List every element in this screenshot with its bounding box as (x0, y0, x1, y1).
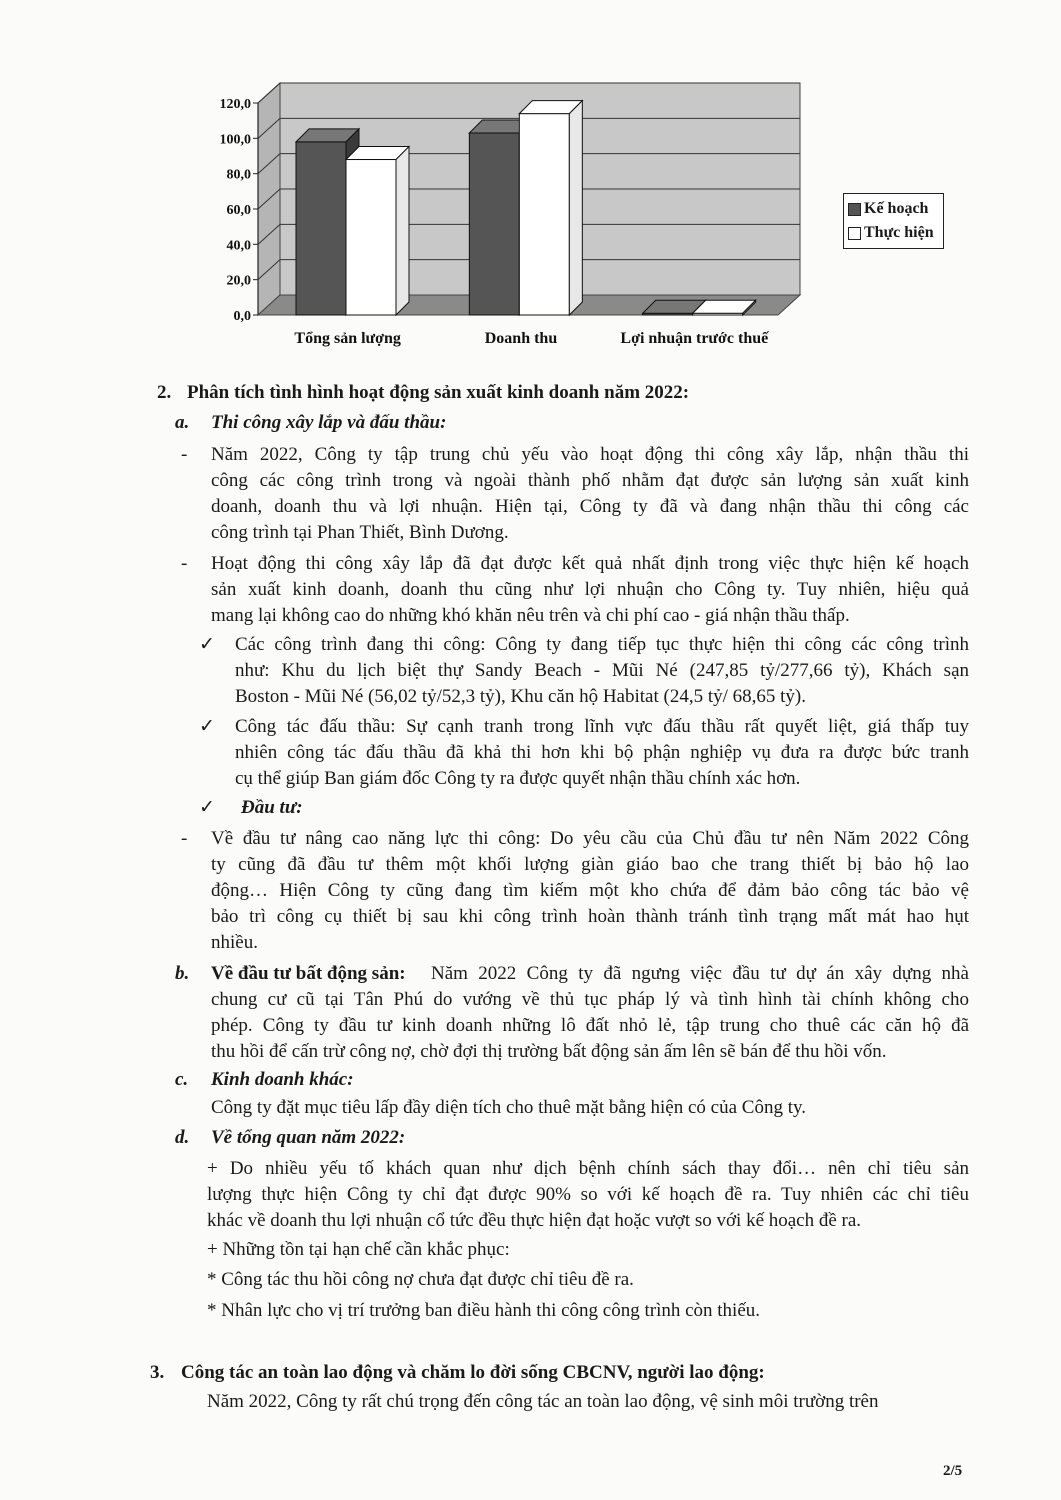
subsection-b-line-4: thu hồi để cấn trừ công nợ, chờ đợi thị trường bất động sản ấm lên sẽ bán để thu hồi vốn. (211, 1041, 887, 1062)
chart-legend (843, 193, 944, 249)
investment-heading: Đầu tư: (241, 797, 303, 818)
subsection-a-heading: Thi công xây lắp và đấu thầu: (211, 412, 447, 433)
bar-actual (519, 114, 569, 315)
subsection-b-line-3: phép. Công ty đầu tư kinh doanh những lô đất nhỏ lẻ, tập trung cho thuê các căn hộ đã (211, 1015, 969, 1036)
bullet-1-line-3: doanh, doanh thu và lợi nhuận. Hiện tại, Công ty đã và đang nhận thầu thi công các (211, 496, 969, 517)
section-2-title: Phân tích tình hình hoạt động sản xuất kinh doanh năm 2022: (187, 382, 690, 403)
bullet-3-line-3: động… Hiện Công ty cũng đang tìm kiếm một kho chứa để đảm bảo công tác bảo vệ (211, 880, 969, 901)
y-tick-label: 100,0 (219, 132, 251, 148)
bullet-1-line-1: Năm 2022, Công ty tập trung chủ yếu vào hoạt động thi công xây lắp, nhận thầu thi (211, 444, 969, 465)
bar-plan (469, 133, 519, 315)
check-icon: ✓ (199, 634, 215, 655)
bullet-2-line-3: mang lại không cao do những khó khăn nêu trên và chi phí cao - giá nhận thầu thấp. (211, 605, 850, 626)
bar-actual (346, 160, 396, 315)
bar-chart (0, 0, 1061, 370)
y-tick-label: 60,0 (226, 203, 251, 218)
y-tick-label: 40,0 (226, 238, 251, 254)
check-icon: ✓ (199, 797, 215, 818)
limitation-item-2: * Nhân lực cho vị trí trưởng ban điều hành thi công công trình còn thiếu. (207, 1300, 761, 1321)
y-tick-label: 20,0 (226, 273, 251, 289)
check-icon: ✓ (199, 716, 215, 737)
check-1-line-2: như: Khu du lịch biệt thự Sandy Beach - Mũi Né (247,85 tỷ/277,66 tỷ), Khách sạn (235, 660, 969, 681)
limitation-item-1: * Công tác thu hồi công nợ chưa đạt được chỉ tiêu đề ra. (207, 1269, 634, 1290)
subsection-b-heading: Về đầu tư bất động sản: (211, 963, 406, 984)
bullet-3-line-2: ty cũng đã đầu tư thêm một khối lượng giàn giáo bao che trang thiết bị bảo hộ lao (211, 854, 969, 875)
subsection-c-text: Công ty đặt mục tiêu lấp đầy diện tích cho thuê mặt bằng hiện có của Công ty. (211, 1097, 807, 1118)
legend-item-actual (848, 221, 943, 245)
subsection-d-line-1: + Do nhiều yếu tố khách quan như dịch bệnh chính sách thay đổi… nên chỉ tiêu sản (207, 1158, 969, 1179)
dash-marker: - (181, 828, 188, 849)
legend-label-actual: Thực hiện (864, 224, 934, 241)
x-category-label: Doanh thu (484, 330, 558, 347)
subsection-c-heading: Kinh doanh khác: (211, 1069, 354, 1090)
legend-swatch-actual (848, 227, 861, 240)
chart-svg (0, 0, 1061, 370)
check-1-line-3: Boston - Mũi Né (56,02 tỷ/52,3 tỷ), Khu căn hộ Habitat (24,5 tỷ/ 68,65 tỷ). (235, 686, 806, 707)
check-2-line-1: Công tác đấu thầu: Sự cạnh tranh trong lĩnh vực đấu thầu rất quyết liệt, giá thấp tuy (235, 716, 969, 737)
subsection-d-heading: Về tổng quan năm 2022: (211, 1127, 406, 1148)
legend-swatch-plan (848, 203, 861, 216)
bar-side-actual (396, 147, 409, 315)
y-tick-label: 120,0 (219, 97, 251, 112)
page-number: 2/5 (943, 1463, 963, 1479)
bullet-1-line-2: công các công trình trong và ngoài thành phố nhằm đạt được sản lượng sản xuất kinh (211, 470, 969, 491)
bullet-2-line-1: Hoạt động thi công xây lắp đã đạt được kết quả nhất định trong việc thực hiện kế hoạch (211, 553, 969, 574)
legend-item-plan (848, 197, 943, 221)
legend-label-plan: Kế hoạch (864, 200, 929, 217)
check-1-line-1: Các công trình đang thi công: Công ty đang tiếp tục thực hiện thi công các công trình (235, 634, 969, 655)
y-tick-label: 80,0 (226, 167, 251, 183)
limitations-heading: + Những tồn tại hạn chế cần khắc phục: (207, 1239, 510, 1260)
bar-side-actual (569, 101, 582, 315)
check-2-line-3: cụ thể giúp Ban giám đốc Công ty ra được quyết nhận thầu chính xác hơn. (235, 768, 801, 789)
bullet-3-line-5: nhiều. (211, 932, 258, 953)
bullet-3-line-1: Về đầu tư nâng cao năng lực thi công: Do yêu cầu của Chủ đầu tư nên Năm 2022 Công (211, 828, 969, 849)
section-2-number: 2. (157, 382, 172, 403)
section-3-text: Năm 2022, Công ty rất chú trọng đến công tác an toàn lao động, vệ sinh môi trường trên (207, 1391, 879, 1412)
y-tick-label: 0,0 (233, 309, 251, 324)
section-3-number: 3. (150, 1362, 165, 1383)
dash-marker: - (181, 553, 188, 574)
subsection-b-line-1: Năm 2022 Công ty đã ngưng việc đầu tư dự án xây dựng nhà (431, 963, 969, 984)
bullet-3-line-4: bảo trì công cụ thiết bị sau khi công trình hoàn thành tránh tình trạng mất mát hao hụt (211, 906, 969, 927)
subsection-b-label: b. (175, 963, 190, 984)
x-category-label: Lợi nhuận trước thuế (620, 330, 769, 347)
bar-plan (296, 142, 346, 315)
subsection-c-label: c. (175, 1069, 189, 1090)
bullet-1-line-4: công trình tại Phan Thiết, Bình Dương. (211, 522, 509, 543)
subsection-d-line-2: lượng thực hiện Công ty chỉ đạt được 90% so với kế hoạch đề ra. Tuy nhiên các chỉ tiêu (207, 1184, 969, 1205)
x-category-label: Tổng sản lượng (294, 330, 401, 347)
check-2-line-2: nhiên công tác đấu thầu đã khả thi hơn khi bộ phận nghiệp vụ đưa ra được bức tranh (235, 742, 969, 763)
section-3-title: Công tác an toàn lao động và chăm lo đời sống CBCNV, người lao động: (181, 1362, 765, 1383)
subsection-d-label: d. (175, 1127, 190, 1148)
subsection-d-line-3: khác về doanh thu lợi nhuận cổ tức đều thực hiện đạt hoặc vượt so với kế hoạch đề ra. (207, 1210, 862, 1231)
dash-marker: - (181, 444, 188, 465)
bullet-2-line-2: sản xuất kinh doanh, doanh thu cũng như lợi nhuận cho Công ty. Tuy nhiên, hiệu quả (211, 579, 969, 600)
subsection-a-label: a. (175, 412, 190, 433)
subsection-b-line-2: chung cư cũ tại Tân Phú do vướng về thủ tục pháp lý và tình hình tài chính không cho (211, 989, 969, 1010)
